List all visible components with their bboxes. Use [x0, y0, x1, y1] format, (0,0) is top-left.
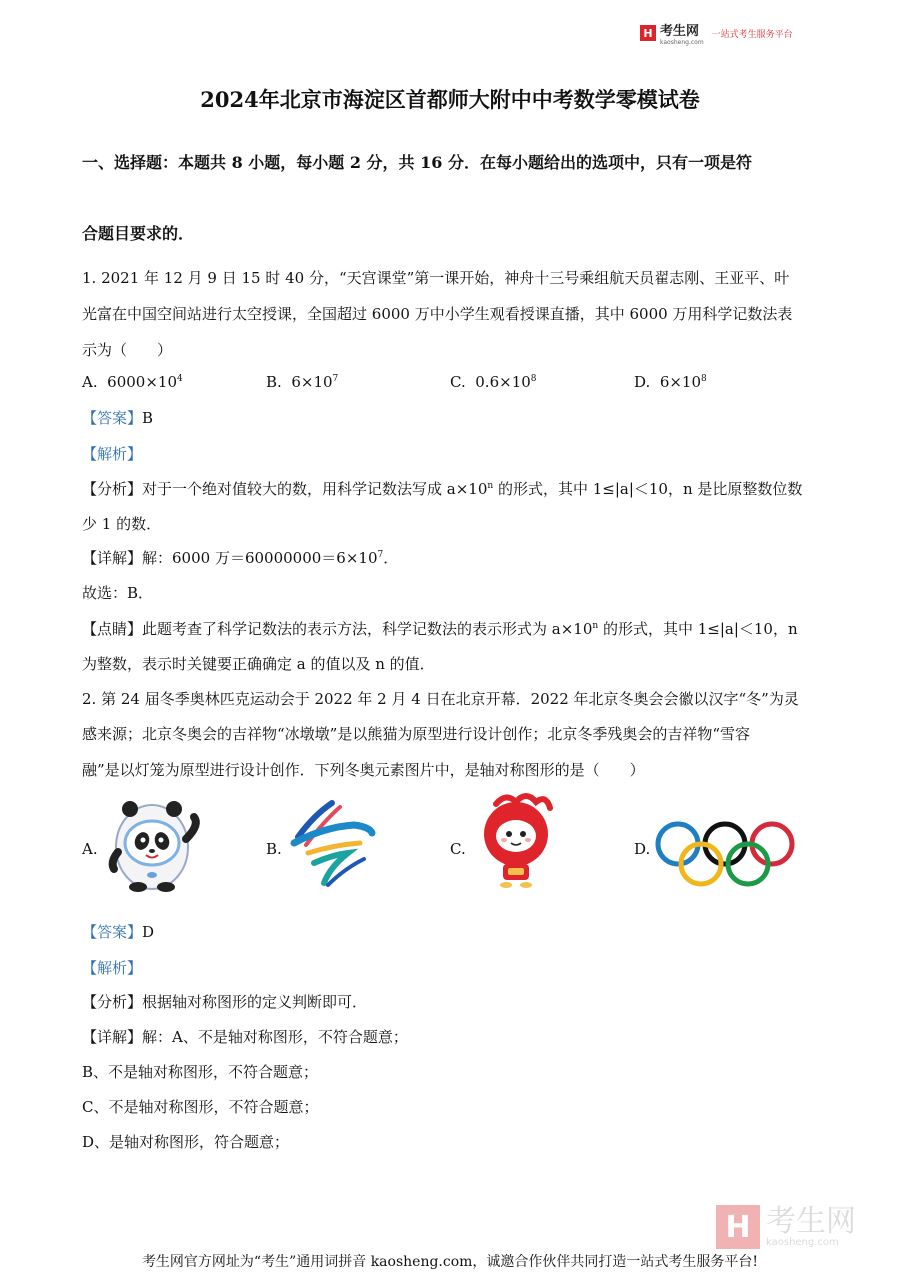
q1-stem-line3: 示为（ ） — [82, 341, 173, 359]
analysis-tag: 【解析】 — [82, 959, 143, 977]
xiangjie-text: 解：6000 万＝60000000＝6×10 — [142, 549, 378, 567]
q1-dianjing-line1 — [82, 618, 798, 639]
q1-stem-line2: 光富在中国空间站进行太空授课，全国超过 6000 万中小学生观看授课直播，其中 6000 万用科学记数法表 — [82, 305, 793, 323]
logo-slogan: 一站式考生服务平台 — [711, 29, 793, 40]
logo-mark: H — [640, 25, 656, 41]
analysis-tag: 【解析】 — [82, 445, 143, 463]
logo-domain: kaosheng.com — [660, 39, 704, 46]
option-base: 6×10 — [659, 373, 702, 391]
logo-name: 考生网 — [660, 24, 700, 39]
section-heading-line2: 合题目要求的． — [82, 224, 195, 243]
q1-xiangjie — [82, 547, 398, 568]
answer-tag: 【答案】 — [82, 923, 143, 941]
fenxi-tag: 【分析】 — [82, 993, 143, 1011]
q1-choose: 故选：B． — [82, 584, 154, 602]
q2-answer — [82, 921, 154, 942]
watermark-name: 考生网 — [766, 1203, 856, 1239]
option-exponent: 8 — [530, 374, 537, 384]
option-exponent: 4 — [177, 374, 183, 384]
dianjing-text-tail: 的形式，其中 1≤|a|＜10，n — [598, 620, 798, 638]
q2-option-d-label: D. — [634, 840, 651, 858]
bing-dwen-dwen-image — [102, 797, 212, 892]
xiangjie-tag: 【详解】 — [82, 549, 143, 567]
answer-value: B — [142, 409, 154, 427]
xiangjie-exponent: 7 — [377, 550, 384, 560]
xiangjie-tag: 【详解】 — [82, 1028, 143, 1046]
q2-xiangjie — [82, 1026, 408, 1047]
q1-option-d — [634, 373, 707, 391]
q2-stem-line1: 2. 第 24 届冬季奥林匹克运动会于 2022 年 2 月 4 日在北京开幕．2022 年北京冬奥会会徽以汉字“冬”为灵 — [82, 690, 799, 708]
shuey-rhon-rhon-image — [466, 790, 576, 885]
q1-stem-line1: 1. 2021 年 12 月 9 日 15 时 40 分，“天宫课堂”第一课开始，神舟十三号乘组航天员翟志刚、王亚平、叶 — [82, 269, 790, 287]
q1-fenxi-line2: 少 1 的数． — [82, 515, 162, 533]
q2-line-c: C、不是轴对称图形，不符合题意； — [82, 1098, 319, 1116]
q2-fenxi — [82, 991, 367, 1012]
dianjing-exponent: n — [592, 621, 599, 631]
option-exponent: 8 — [701, 374, 707, 384]
fenxi-text-tail: 的形式，其中 1≤|a|＜10，n 是比原整数位数 — [493, 480, 803, 498]
q2-line-d: D、是轴对称图形，符合题意； — [82, 1133, 290, 1151]
fenxi-text: 对于一个绝对值较大的数，用科学记数法写成 a×10 — [142, 480, 488, 498]
dianjing-tag: 【点睛】 — [82, 620, 143, 638]
option-exponent: 7 — [332, 374, 339, 384]
olympic-rings-image — [654, 818, 800, 892]
q1-dianjing-line2: 为整数，表示时关键要正确确定 a 的值以及 n 的值． — [82, 655, 435, 673]
dianjing-text: 此题考查了科学记数法的表示方法，科学记数法的表示形式为 a×10 — [142, 620, 593, 638]
watermark-mark: H — [716, 1205, 760, 1249]
answer-tag: 【答案】 — [82, 409, 143, 427]
q1-fenxi-line1 — [82, 478, 802, 499]
option-label: B. — [266, 373, 282, 391]
q2-stem-line2: 感来源；北京冬奥会的吉祥物“冰墩墩”是以熊猫为原型进行设计创作；北京冬季残奥会的吉祥物“雪容 — [82, 725, 751, 743]
option-base: 0.6×10 — [475, 373, 531, 391]
option-label: C. — [450, 373, 466, 391]
option-base: 6000×10 — [107, 373, 177, 391]
q2-option-b-label: B. — [266, 840, 282, 858]
page-footer: 考生网官方网址为“考生”通用词拼音 kaosheng.com，诚邀合作伙伴共同打造一站式考生服务平台! — [141, 1254, 759, 1270]
fenxi-text: 根据轴对称图形的定义判断即可． — [142, 993, 368, 1011]
fenxi-exponent: n — [487, 481, 494, 491]
q1-option-b — [266, 373, 338, 391]
q1-option-c — [450, 373, 537, 391]
answer-value: D — [142, 923, 155, 941]
q2-analysis — [82, 957, 142, 978]
q1-answer — [82, 407, 153, 428]
xiangjie-end: ． — [383, 549, 399, 567]
xiangjie-text: 解：A、不是轴对称图形，不符合题意； — [142, 1028, 408, 1046]
fenxi-tag: 【分析】 — [82, 480, 143, 498]
q2-stem-line3: 融”是以灯笼为原型进行设计创作．下列冬奥元素图片中，是轴对称图形的是（ ） — [82, 761, 645, 779]
q2-option-a-label: A. — [82, 840, 98, 858]
q1-analysis — [82, 443, 142, 464]
beijing-2022-emblem-image — [284, 797, 394, 892]
q1-option-a — [82, 373, 183, 391]
q2-line-b: B、不是轴对称图形，不符合题意； — [82, 1063, 319, 1081]
site-logo[interactable] — [640, 20, 793, 46]
watermark-logo — [716, 1205, 856, 1249]
page-title: 2024年北京市海淀区首都师大附中中考数学零模试卷 — [200, 87, 700, 112]
option-label: D. — [634, 373, 651, 391]
q2-option-c-label: C. — [450, 840, 466, 858]
option-label: A. — [82, 373, 98, 391]
watermark-domain: kaosheng.com — [766, 1236, 839, 1248]
option-base: 6×10 — [291, 373, 333, 391]
section-heading-line1: 一、选择题：本题共 8 小题，每小题 2 分，共 16 分．在每小题给出的选项中，只有一项是符 — [82, 153, 752, 172]
